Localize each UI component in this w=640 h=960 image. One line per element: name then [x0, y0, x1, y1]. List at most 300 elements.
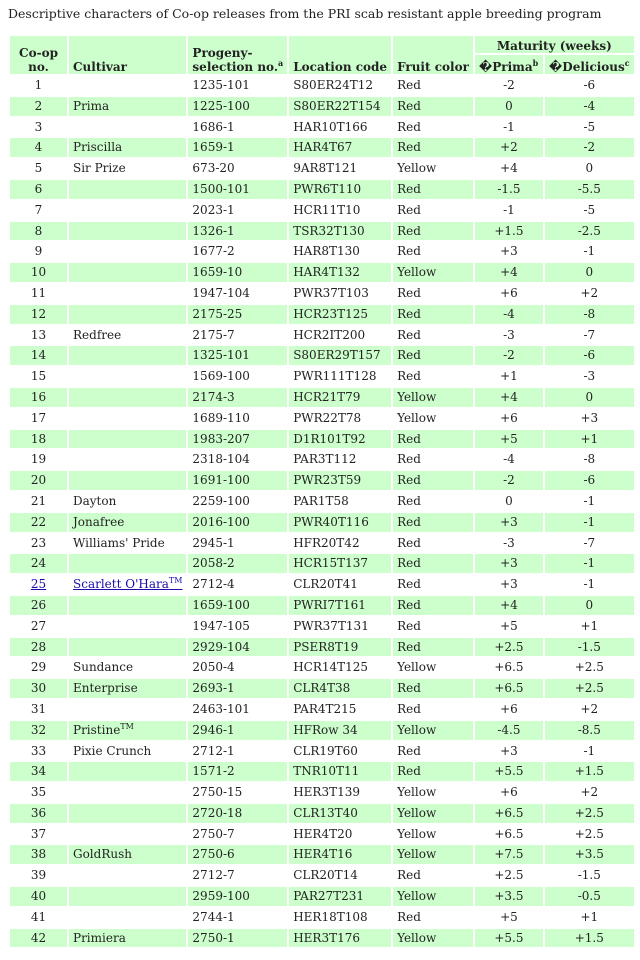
table-row: [10, 575, 634, 594]
cell-fruit-color: Red: [393, 638, 473, 657]
cell-coop-no: 28: [10, 638, 67, 657]
table-row: [10, 97, 634, 116]
cell-coop-no: 10: [10, 263, 67, 282]
cell-selection-no: 2050-4: [188, 658, 287, 677]
cell-cultivar: [69, 534, 186, 553]
cell-coop-no: 22: [10, 513, 67, 532]
cultivar-name: Priscilla: [73, 140, 123, 155]
cell-maturity-prima: +6.5: [475, 658, 543, 677]
cell-location-code: 9AR8T121: [289, 159, 391, 178]
cell-selection-no: 1947-104: [188, 284, 287, 303]
cell-cultivar: [69, 617, 186, 636]
cell-selection-no: 2023-1: [188, 201, 287, 220]
cell-cultivar: [69, 222, 186, 241]
cell-coop-no: 1: [10, 76, 67, 95]
cell-maturity-prima: +5: [475, 908, 543, 927]
cell-maturity-delicious: -1: [545, 554, 634, 573]
cell-maturity-prima: +7.5: [475, 845, 543, 864]
cell-maturity-prima: +1: [475, 367, 543, 386]
table-row: [10, 118, 634, 137]
cell-selection-no: 2175-25: [188, 305, 287, 324]
table-row: [10, 201, 634, 220]
cell-maturity-prima: +3: [475, 513, 543, 532]
cell-cultivar: [69, 929, 186, 948]
cell-selection-no: 2318-104: [188, 450, 287, 469]
cell-fruit-color: Yellow: [393, 845, 473, 864]
cell-maturity-delicious: -8: [545, 305, 634, 324]
table-row: [10, 845, 634, 864]
cell-coop-no: 42: [10, 929, 67, 948]
cell-cultivar: [69, 409, 186, 428]
cell-cultivar: [69, 305, 186, 324]
cell-location-code: TNR10T11: [289, 762, 391, 781]
cell-maturity-prima: +2.5: [475, 866, 543, 885]
cell-fruit-color: Red: [393, 908, 473, 927]
cell-location-code: S80ER24T12: [289, 76, 391, 95]
cell-maturity-prima: -1: [475, 118, 543, 137]
cell-maturity-delicious: +3.5: [545, 845, 634, 864]
table-row: [10, 409, 634, 428]
cell-cultivar: [69, 430, 186, 449]
cell-location-code: PAR1T58: [289, 492, 391, 511]
table-row: [10, 450, 634, 469]
cell-location-code: S80ER22T154: [289, 97, 391, 116]
cell-coop-no: 16: [10, 388, 67, 407]
cell-cultivar: [69, 159, 186, 178]
cell-maturity-prima: +5: [475, 430, 543, 449]
cell-coop-no: 11: [10, 284, 67, 303]
cell-maturity-prima: +5.5: [475, 762, 543, 781]
cell-maturity-delicious: +1: [545, 430, 634, 449]
cultivar-name: Williams' Pride: [73, 535, 165, 550]
table-row: [10, 908, 634, 927]
table-row: [10, 305, 634, 324]
cell-selection-no: 2175-7: [188, 326, 287, 345]
cell-coop-no: 19: [10, 450, 67, 469]
cell-maturity-prima: -2: [475, 346, 543, 365]
cell-maturity-delicious: -1: [545, 742, 634, 761]
cultivar-link[interactable]: [73, 577, 182, 591]
cell-coop-no: 18: [10, 430, 67, 449]
cell-selection-no: 2712-4: [188, 575, 287, 594]
table-row: [10, 638, 634, 657]
cell-fruit-color: Red: [393, 554, 473, 573]
cell-location-code: PWR37T131: [289, 617, 391, 636]
cell-selection-no: 2750-7: [188, 825, 287, 844]
cell-selection-no: 1500-101: [188, 180, 287, 199]
cell-fruit-color: Red: [393, 76, 473, 95]
cell-maturity-delicious: -8: [545, 450, 634, 469]
cell-location-code: D1R101T92: [289, 430, 391, 449]
cell-location-code: CLR20T41: [289, 575, 391, 594]
trademark-mark: TM: [168, 576, 183, 586]
cell-location-code: HCR14T125: [289, 658, 391, 677]
cell-location-code: HER3T176: [289, 929, 391, 948]
cell-maturity-prima: +3: [475, 742, 543, 761]
table-row: [10, 388, 634, 407]
cell-fruit-color: Red: [393, 222, 473, 241]
cell-maturity-delicious: +2.5: [545, 658, 634, 677]
cell-fruit-color: Red: [393, 326, 473, 345]
cell-coop-no: 39: [10, 866, 67, 885]
cell-selection-no: 2750-15: [188, 783, 287, 802]
cell-selection-no: 1691-100: [188, 471, 287, 490]
cell-fruit-color: Red: [393, 97, 473, 116]
cell-selection-no: 2016-100: [188, 513, 287, 532]
cell-selection-no: 673-20: [188, 159, 287, 178]
cell-fruit-color: Red: [393, 866, 473, 885]
cell-selection-no: 1326-1: [188, 222, 287, 241]
cell-maturity-prima: +2.5: [475, 638, 543, 657]
cell-cultivar: [69, 658, 186, 677]
cell-fruit-color: Red: [393, 596, 473, 615]
cell-fruit-color: Yellow: [393, 804, 473, 823]
cell-maturity-delicious: -6: [545, 346, 634, 365]
cell-fruit-color: Yellow: [393, 929, 473, 948]
cell-location-code: HAR10T166: [289, 118, 391, 137]
cultivar-name: GoldRush: [73, 847, 132, 862]
cell-coop-no: 24: [10, 554, 67, 573]
table-row: [10, 242, 634, 261]
table-row: [10, 367, 634, 386]
table-row: [10, 825, 634, 844]
cell-maturity-delicious: -7: [545, 326, 634, 345]
cell-maturity-prima: -3: [475, 326, 543, 345]
cell-cultivar: [69, 138, 186, 157]
cell-coop-no: 9: [10, 242, 67, 261]
cell-coop-no: 20: [10, 471, 67, 490]
cell-coop-no[interactable]: [10, 575, 67, 594]
cell-coop-no: 32: [10, 721, 67, 740]
cell-cultivar: [69, 284, 186, 303]
table-row: [10, 742, 634, 761]
cell-cultivar: [69, 638, 186, 657]
cell-maturity-prima: +5.5: [475, 929, 543, 948]
cell-maturity-delicious: 0: [545, 263, 634, 282]
cell-coop-no: 35: [10, 783, 67, 802]
table-row: [10, 430, 634, 449]
cell-selection-no: 1235-101: [188, 76, 287, 95]
cultivar-name: Redfree: [73, 327, 122, 342]
cultivar-name: Prima: [73, 98, 110, 113]
cell-coop-no: 3: [10, 118, 67, 137]
cell-maturity-prima: +4: [475, 263, 543, 282]
cell-coop-no: 5: [10, 159, 67, 178]
cell-cultivar: [69, 908, 186, 927]
table-row: [10, 700, 634, 719]
cell-fruit-color: Red: [393, 700, 473, 719]
cell-maturity-prima: +6: [475, 284, 543, 303]
cell-cultivar: [69, 388, 186, 407]
cell-fruit-color: Red: [393, 367, 473, 386]
cell-maturity-delicious: +1: [545, 617, 634, 636]
cell-coop-no: 34: [10, 762, 67, 781]
cell-maturity-delicious: -5: [545, 201, 634, 220]
cell-cultivar: [69, 783, 186, 802]
cell-selection-no: 1983-207: [188, 430, 287, 449]
cell-location-code: HCR11T10: [289, 201, 391, 220]
cultivar-name: Enterprise: [73, 681, 138, 696]
cell-coop-no: 36: [10, 804, 67, 823]
cell-selection-no: 2720-18: [188, 804, 287, 823]
table-row: [10, 513, 634, 532]
table-row: [10, 471, 634, 490]
cell-maturity-delicious: +2: [545, 284, 634, 303]
cell-fruit-color: Red: [393, 118, 473, 137]
cell-location-code: S80ER29T157: [289, 346, 391, 365]
cell-coop-no: 14: [10, 346, 67, 365]
cultivar-name[interactable]: Scarlett O'Hara: [73, 577, 169, 592]
cell-location-code: HER3T139: [289, 783, 391, 802]
coop-no-link[interactable]: 25: [30, 577, 47, 592]
table-row: [10, 284, 634, 303]
trademark-mark: TM: [120, 721, 134, 731]
cell-location-code: PAR4T215: [289, 700, 391, 719]
cultivar-name: Pristine: [73, 722, 121, 737]
header-row-top: [10, 36, 634, 53]
cell-maturity-delicious: +1: [545, 908, 634, 927]
header-progeny-line2: selection no.: [192, 60, 279, 74]
cell-coop-no: 33: [10, 742, 67, 761]
cell-cultivar: [69, 346, 186, 365]
cell-fruit-color: Red: [393, 742, 473, 761]
table-body: [10, 76, 634, 947]
header-delicious-label: �Delicious: [548, 60, 625, 74]
cultivar-name: Sir Prize: [73, 161, 126, 176]
cell-maturity-prima: +3: [475, 575, 543, 594]
cell-fruit-color: Yellow: [393, 721, 473, 740]
cell-maturity-delicious: -7: [545, 534, 634, 553]
cell-location-code: HCR21T79: [289, 388, 391, 407]
table-row: [10, 346, 634, 365]
table-row: [10, 617, 634, 636]
table-row: [10, 804, 634, 823]
cultivar-name: Dayton: [73, 493, 117, 508]
cell-selection-no: 1659-100: [188, 596, 287, 615]
cell-location-code: PWR111T128: [289, 367, 391, 386]
cell-maturity-prima: -1: [475, 201, 543, 220]
cell-selection-no: 2463-101: [188, 700, 287, 719]
cell-cultivar: [69, 118, 186, 137]
cell-fruit-color: Yellow: [393, 887, 473, 906]
cell-maturity-prima: -4: [475, 450, 543, 469]
cell-fruit-color: Red: [393, 346, 473, 365]
cell-selection-no: 1677-2: [188, 242, 287, 261]
cultivar-name: Pixie Crunch: [73, 743, 152, 758]
cell-maturity-delicious: 0: [545, 388, 634, 407]
table-caption: Descriptive characters of Co-op releases from the PRI scab resistant apple breeding program: [8, 6, 602, 21]
cell-maturity-delicious: +3: [545, 409, 634, 428]
header-fruit-color: Fruit color: [393, 36, 473, 74]
cell-maturity-delicious: 0: [545, 596, 634, 615]
table-row: [10, 76, 634, 95]
cell-selection-no: 2712-1: [188, 742, 287, 761]
table-row: [10, 554, 634, 573]
cell-coop-no: 30: [10, 679, 67, 698]
cell-fruit-color: Red: [393, 513, 473, 532]
cell-selection-no: 2693-1: [188, 679, 287, 698]
cell-coop-no: 13: [10, 326, 67, 345]
table-row: [10, 596, 634, 615]
cell-location-code: CLR19T60: [289, 742, 391, 761]
cell-coop-no: 15: [10, 367, 67, 386]
cell-maturity-delicious: -1: [545, 513, 634, 532]
cell-location-code: PWR37T103: [289, 284, 391, 303]
cell-maturity-prima: +2: [475, 138, 543, 157]
cell-location-code: HCR2IT200: [289, 326, 391, 345]
cell-location-code: HCR15T137: [289, 554, 391, 573]
cell-selection-no: 2259-100: [188, 492, 287, 511]
cell-selection-no: 2959-100: [188, 887, 287, 906]
cell-maturity-prima: -2: [475, 76, 543, 95]
cell-maturity-delicious: -2.5: [545, 222, 634, 241]
header-progeny-line1: Progeny-: [192, 46, 253, 60]
cell-selection-no: 1569-100: [188, 367, 287, 386]
header-delicious-footnote: c: [624, 58, 630, 68]
releases-table: [8, 34, 636, 949]
cultivar-name: Sundance: [73, 660, 134, 675]
cell-cultivar: [69, 180, 186, 199]
cell-fruit-color: Red: [393, 138, 473, 157]
cell-maturity-prima: -2: [475, 471, 543, 490]
cell-coop-no: 23: [10, 534, 67, 553]
table-row: [10, 658, 634, 677]
cell-selection-no: 2929-104: [188, 638, 287, 657]
header-coop-line1: Co-op: [19, 46, 58, 60]
cell-location-code: HFR20T42: [289, 534, 391, 553]
cell-location-code: PWR6T110: [289, 180, 391, 199]
cell-selection-no: 2712-7: [188, 866, 287, 885]
cell-selection-no: 1947-105: [188, 617, 287, 636]
header-prima-footnote: b: [532, 58, 539, 68]
cell-location-code: CLR20T14: [289, 866, 391, 885]
cell-fruit-color: Red: [393, 450, 473, 469]
cell-cultivar[interactable]: [69, 575, 186, 594]
cell-coop-no: 2: [10, 97, 67, 116]
header-prima: [475, 55, 543, 74]
cell-coop-no: 6: [10, 180, 67, 199]
cell-cultivar: [69, 804, 186, 823]
cell-maturity-prima: +6: [475, 783, 543, 802]
cell-selection-no: 2945-1: [188, 534, 287, 553]
cell-coop-no: 29: [10, 658, 67, 677]
cell-location-code: HER4T20: [289, 825, 391, 844]
cell-coop-no: 37: [10, 825, 67, 844]
cell-coop-no: 41: [10, 908, 67, 927]
cell-maturity-prima: +3.5: [475, 887, 543, 906]
header-delicious: [545, 55, 634, 74]
cell-fruit-color: Red: [393, 492, 473, 511]
cell-maturity-delicious: -1: [545, 575, 634, 594]
header-prima-label: �Prima: [478, 60, 533, 74]
cell-fruit-color: Yellow: [393, 409, 473, 428]
cell-maturity-prima: +4: [475, 159, 543, 178]
cell-cultivar: [69, 471, 186, 490]
cell-cultivar: [69, 492, 186, 511]
cell-fruit-color: Yellow: [393, 388, 473, 407]
cell-cultivar: [69, 866, 186, 885]
table-row: [10, 721, 634, 740]
header-location: Location code: [289, 36, 391, 74]
cell-coop-no: 21: [10, 492, 67, 511]
header-coop: [10, 36, 67, 74]
cell-coop-no: 12: [10, 305, 67, 324]
cell-maturity-prima: +6.5: [475, 679, 543, 698]
cell-fruit-color: Red: [393, 534, 473, 553]
cell-cultivar: [69, 845, 186, 864]
cell-fruit-color: Red: [393, 575, 473, 594]
cell-location-code: HAR4T132: [289, 263, 391, 282]
table-row: [10, 679, 634, 698]
cell-maturity-prima: +6: [475, 700, 543, 719]
header-progeny: [188, 36, 287, 74]
cell-maturity-delicious: -2: [545, 138, 634, 157]
cell-cultivar: [69, 554, 186, 573]
cell-location-code: HAR8T130: [289, 242, 391, 261]
cell-coop-no: 17: [10, 409, 67, 428]
cell-maturity-prima: 0: [475, 492, 543, 511]
cell-cultivar: [69, 596, 186, 615]
cell-maturity-delicious: 0: [545, 159, 634, 178]
cell-cultivar: [69, 97, 186, 116]
cell-coop-no: 4: [10, 138, 67, 157]
cell-location-code: HCR23T125: [289, 305, 391, 324]
cultivar-name: Primiera: [73, 930, 126, 945]
cell-fruit-color: Yellow: [393, 159, 473, 178]
cell-location-code: PAR3T112: [289, 450, 391, 469]
cell-fruit-color: Red: [393, 679, 473, 698]
table-row: [10, 534, 634, 553]
cell-selection-no: 1325-101: [188, 346, 287, 365]
cell-fruit-color: Red: [393, 242, 473, 261]
cell-selection-no: 2058-2: [188, 554, 287, 573]
cell-maturity-delicious: +2: [545, 700, 634, 719]
cell-fruit-color: Yellow: [393, 825, 473, 844]
cell-maturity-prima: +6: [475, 409, 543, 428]
header-coop-line2: no.: [28, 60, 49, 74]
cell-maturity-delicious: +2.5: [545, 825, 634, 844]
cell-cultivar: [69, 242, 186, 261]
cell-location-code: CLR13T40: [289, 804, 391, 823]
cell-location-code: CLR4T38: [289, 679, 391, 698]
cultivar-name: Jonafree: [73, 514, 125, 529]
cell-maturity-delicious: -5: [545, 118, 634, 137]
cell-maturity-prima: +3: [475, 554, 543, 573]
cell-coop-no: 27: [10, 617, 67, 636]
cell-cultivar: [69, 367, 186, 386]
cell-maturity-prima: +6.5: [475, 804, 543, 823]
cell-selection-no: 1689-110: [188, 409, 287, 428]
cell-location-code: HER4T16: [289, 845, 391, 864]
header-maturity: Maturity (weeks): [475, 36, 634, 53]
cell-maturity-prima: -3: [475, 534, 543, 553]
cell-maturity-delicious: +1.5: [545, 929, 634, 948]
cell-maturity-prima: -4: [475, 305, 543, 324]
cell-maturity-delicious: +2.5: [545, 679, 634, 698]
cell-maturity-delicious: -0.5: [545, 887, 634, 906]
cell-location-code: HAR4T67: [289, 138, 391, 157]
table-row: [10, 783, 634, 802]
cell-cultivar: [69, 76, 186, 95]
cell-coop-no: 38: [10, 845, 67, 864]
cell-cultivar: [69, 742, 186, 761]
table-row: [10, 887, 634, 906]
cell-location-code: PWR23T59: [289, 471, 391, 490]
table-row: [10, 222, 634, 241]
table-row: [10, 138, 634, 157]
cell-location-code: HER18T108: [289, 908, 391, 927]
cell-fruit-color: Red: [393, 762, 473, 781]
